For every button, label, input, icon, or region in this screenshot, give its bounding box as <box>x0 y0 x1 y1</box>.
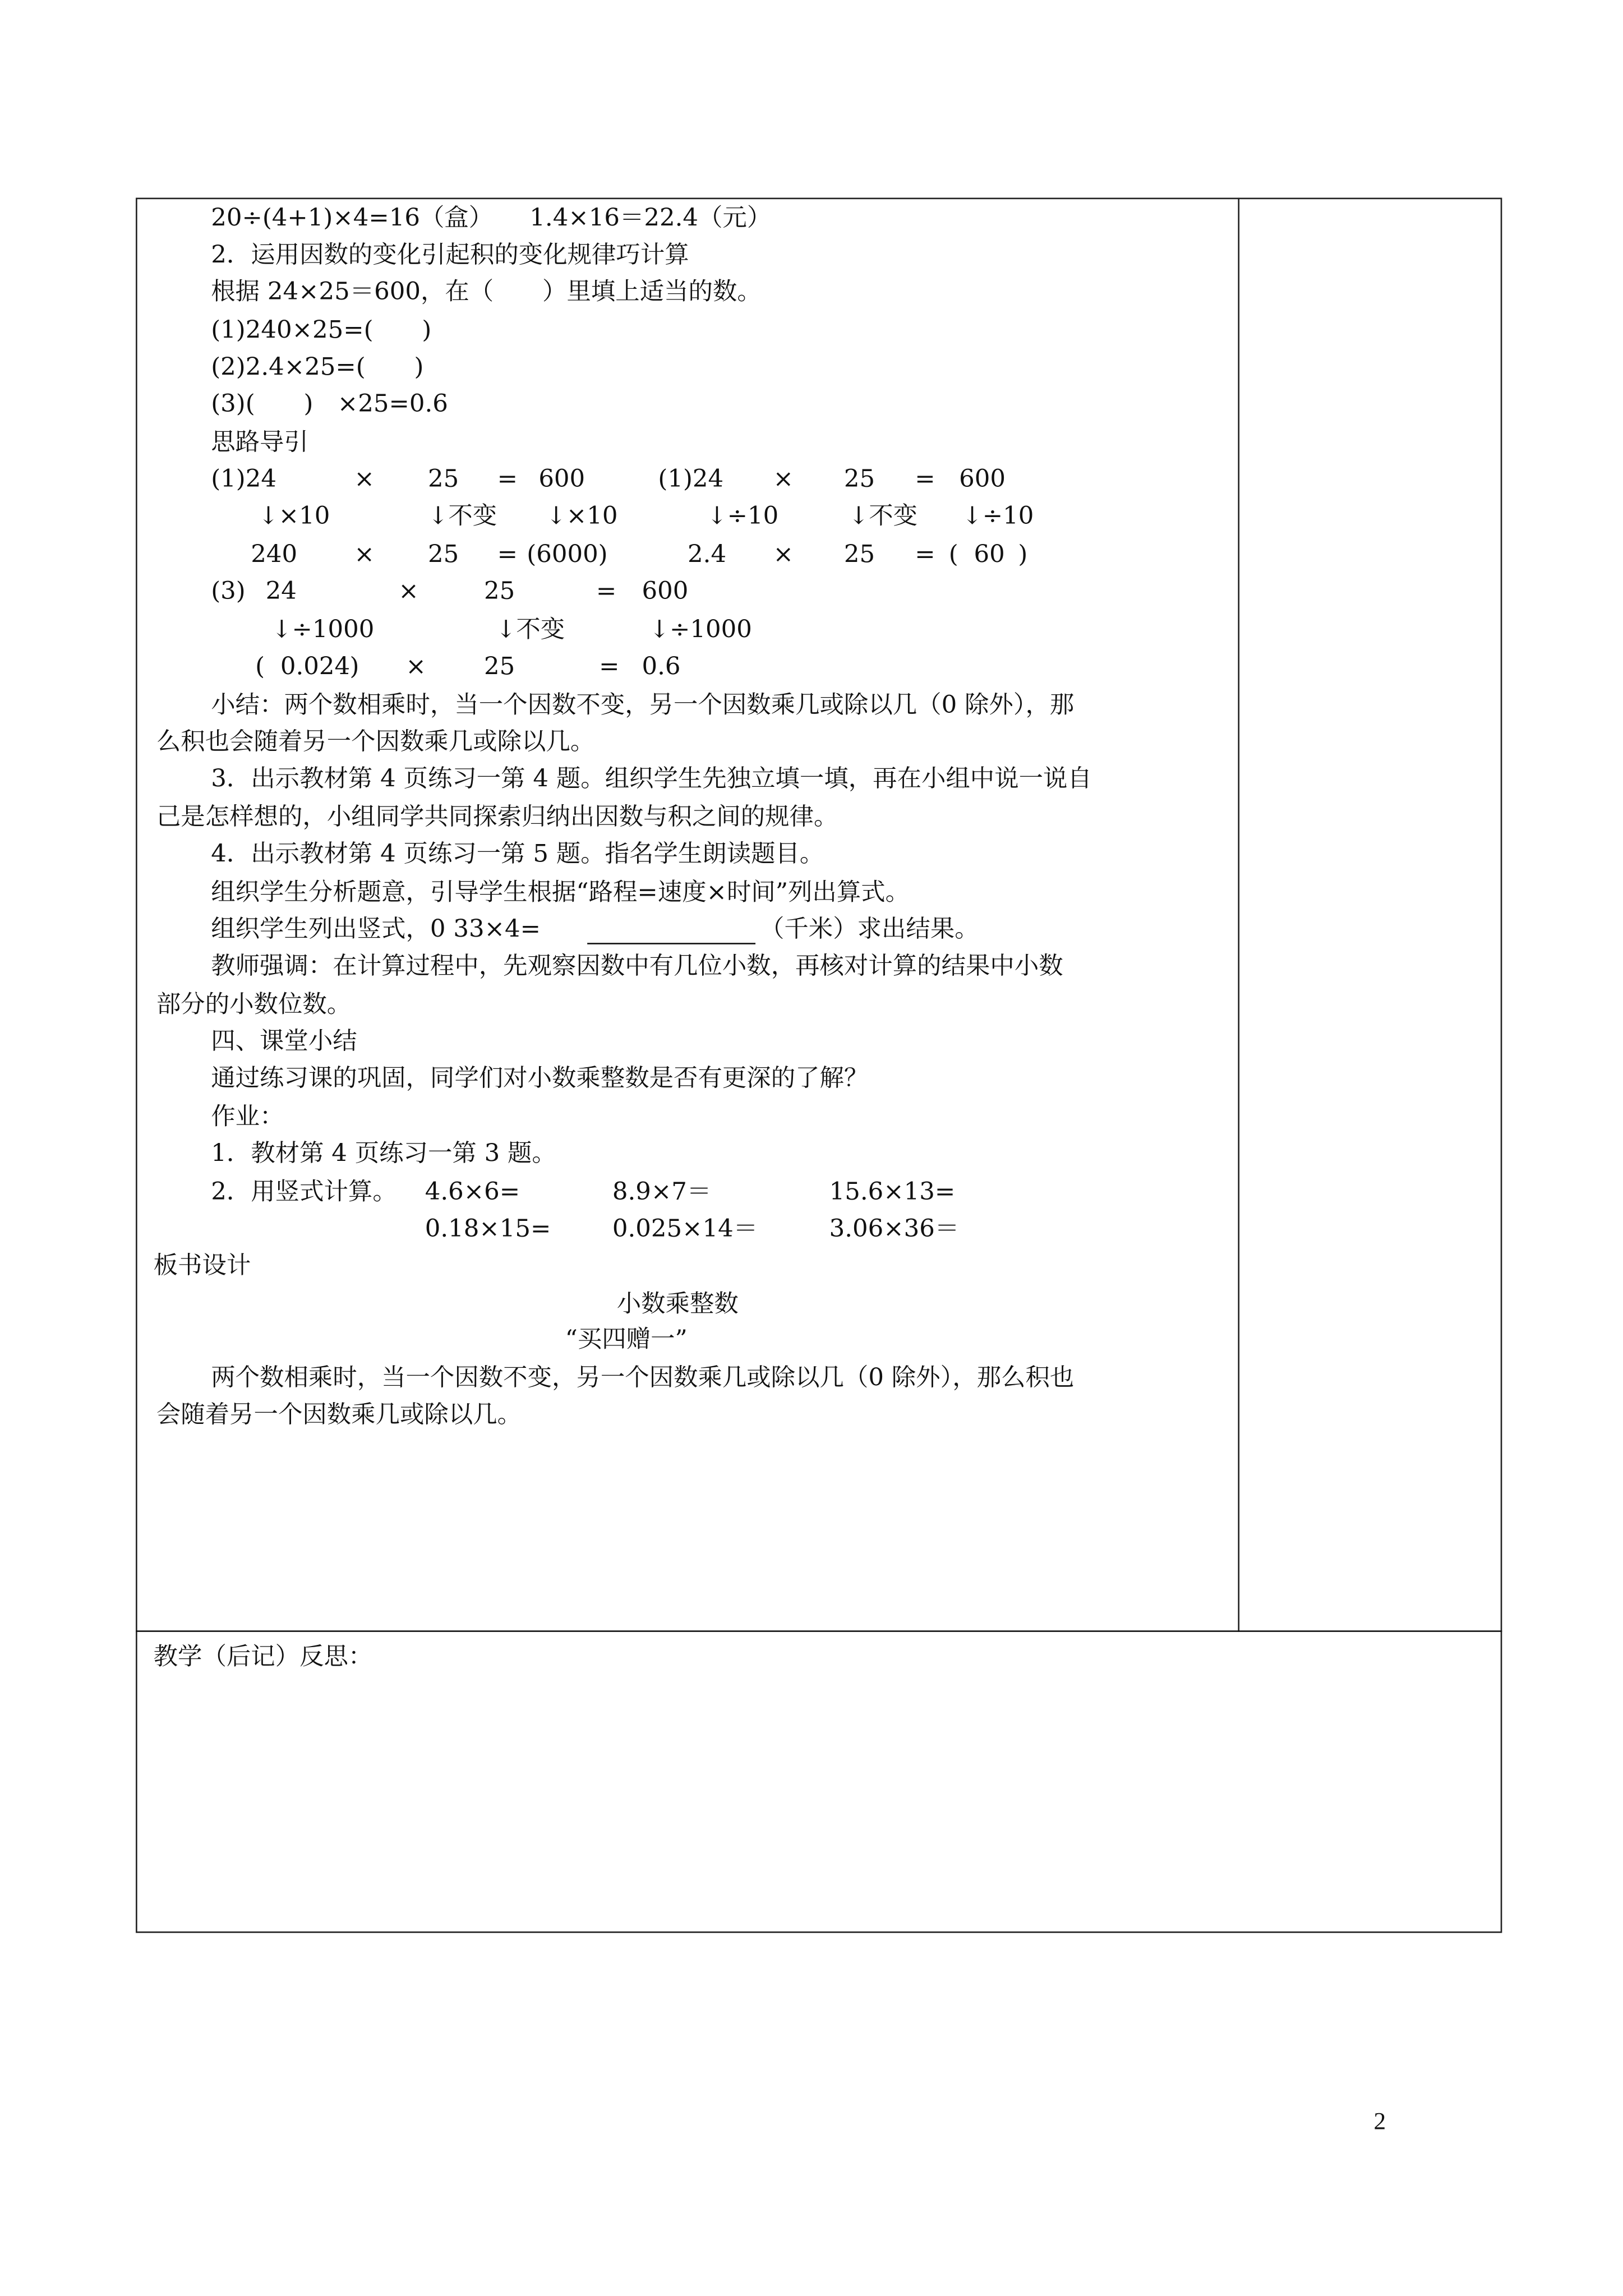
diagram2-result-close: ) <box>1018 540 1028 568</box>
line-item2: 2．运用因数的变化引起积的变化规律巧计算 <box>211 240 689 269</box>
diagram2-factor-b: 25 <box>843 464 875 493</box>
section4-question: 通过练习课的巩固，同学们对小数乘整数是否有更深的了解？ <box>211 1063 869 1092</box>
diagram3-label: (3) <box>211 577 246 605</box>
section4-heading: 四、课堂小结 <box>211 1027 357 1055</box>
item3-line-2: 己是怎样想的，小组同学共同探索归纳出因数与积之间的规律。 <box>156 803 838 831</box>
diagram3-equals: = <box>596 577 617 605</box>
column-divider <box>1238 198 1239 1632</box>
homework-calc-3: 15.6×13= <box>829 1177 956 1206</box>
answer-blank <box>587 943 755 944</box>
diagram2-factor-a: (1)24 <box>658 464 724 493</box>
diagram3-arrow-a: ↓÷1000 <box>271 615 375 644</box>
line-calc-boxes: 20÷(4+1)×4=16（盒） 1.4×16＝22.4（元） <box>211 204 772 232</box>
line-q1: (1)240×25=( ) <box>211 316 432 344</box>
board-title: 小数乘整数 <box>616 1289 739 1318</box>
homework-item-2-label: 2．用竖式计算。 <box>211 1177 397 1206</box>
diagram1-product: 600 <box>538 464 585 493</box>
diagram1-arrow-product: ↓×10 <box>546 501 618 530</box>
diagram2-arrow-a: ↓÷10 <box>707 501 779 530</box>
homework-item-1: 1．教材第 4 页练习一第 3 题。 <box>211 1139 556 1168</box>
diagram1-factor-a: (1)24 <box>211 464 276 493</box>
diagram2-result-times: × <box>773 540 794 568</box>
diagram1-result-b: 25 <box>427 540 459 568</box>
diagram2-result-b: 25 <box>843 540 875 568</box>
diagram3-result-open: ( <box>255 652 265 680</box>
diagram1-times: × <box>354 464 375 493</box>
vertical-suffix: （千米）求出结果。 <box>759 915 979 943</box>
diagram1-result-equals: = <box>497 540 518 568</box>
diagram1-arrow-b: ↓不变 <box>427 501 497 530</box>
diagram2-result-product: 60 <box>974 540 1005 568</box>
diagram2-result-a: 2.4 <box>688 540 727 568</box>
diagram3-result-times: × <box>405 652 426 680</box>
diagram1-equals: = <box>497 464 518 493</box>
diagram3-result-product: 0.6 <box>642 652 681 680</box>
line-hint-title: 思路导引 <box>211 427 308 456</box>
homework-calc-4: 0.18×15= <box>425 1214 551 1243</box>
diagram3-arrow-product: ↓÷1000 <box>649 615 752 644</box>
board-rule-line-2: 会随着另一个因数乘几或除以几。 <box>156 1400 522 1428</box>
diagram3-factor-b: 25 <box>483 577 515 605</box>
diagram3-arrow-b: ↓不变 <box>496 615 565 644</box>
diagram2-product: 600 <box>959 464 1006 493</box>
diagram3-times: × <box>398 577 419 605</box>
diagram3-result-b: 25 <box>483 652 515 680</box>
diagram1-result-product: (6000) <box>527 540 608 568</box>
diagram1-result-times: × <box>354 540 375 568</box>
board-label: 板书设计 <box>153 1251 251 1280</box>
homework-calc-5: 0.025×14＝ <box>612 1214 758 1243</box>
diagram1-arrow-a: ↓×10 <box>258 501 330 530</box>
diagram2-equals: = <box>915 464 935 493</box>
diagram2-result-open: ( <box>948 540 958 568</box>
diagram1-result-a: 240 <box>251 540 298 568</box>
homework-calc-6: 3.06×36＝ <box>829 1214 960 1243</box>
homework-calc-2: 8.9×7＝ <box>612 1177 712 1206</box>
diagram3-result-equals: = <box>599 652 620 680</box>
diagram2-arrow-b: ↓不变 <box>848 501 918 530</box>
diagram2-arrow-product: ↓÷10 <box>962 501 1034 530</box>
diagram3-result-close: ) <box>349 652 359 680</box>
board-rule-line-1: 两个数相乘时，当一个因数不变，另一个因数乘几或除以几（0 除外），那么积也 <box>211 1363 1075 1392</box>
diagram2-times: × <box>773 464 794 493</box>
vertical-prefix: 组织学生列出竖式，0 33×4= <box>211 915 541 943</box>
line-q3: (3)( ) ×25=0.6 <box>211 389 448 418</box>
homework-calc-1: 4.6×6= <box>425 1177 520 1206</box>
line-fill-prompt: 根据 24×25＝600，在（ ）里填上适当的数。 <box>211 277 762 306</box>
board-subtitle: “买四赠一” <box>565 1325 688 1353</box>
summary-line-1: 小结：两个数相乘时，当一个因数不变，另一个因数乘几或除以几（0 除外），那 <box>211 690 1075 719</box>
row-divider <box>136 1630 1502 1632</box>
diagram3-product: 600 <box>642 577 689 605</box>
summary-line-2: 么积也会随着另一个因数乘几或除以几。 <box>156 727 595 756</box>
diagram2-result-equals: = <box>915 540 935 568</box>
reflection-label: 教学（后记）反思： <box>153 1642 373 1671</box>
diagram1-factor-b: 25 <box>427 464 459 493</box>
diagram3-factor-a: 24 <box>265 577 297 605</box>
emphasis-line-1: 教师强调：在计算过程中，先观察因数中有几位小数，再核对计算的结果中小数 <box>211 951 1063 980</box>
homework-label: 作业： <box>211 1102 284 1131</box>
page-number: 2 <box>1373 2107 1386 2136</box>
item3-line-1: 3．出示教材第 4 页练习一第 4 题。组织学生先独立填一填，再在小组中说一说自 <box>211 764 1092 792</box>
diagram3-result-a: 0.024 <box>280 652 351 680</box>
emphasis-line-2: 部分的小数位数。 <box>156 990 352 1018</box>
item4-line: 4．出示教材第 4 页练习一第 5 题。指名学生朗读题目。 <box>211 840 824 868</box>
line-q2: (2)2.4×25=( ) <box>211 352 424 381</box>
analyze-line: 组织学生分析题意，引导学生根据“路程=速度×时间”列出算式。 <box>211 878 910 906</box>
